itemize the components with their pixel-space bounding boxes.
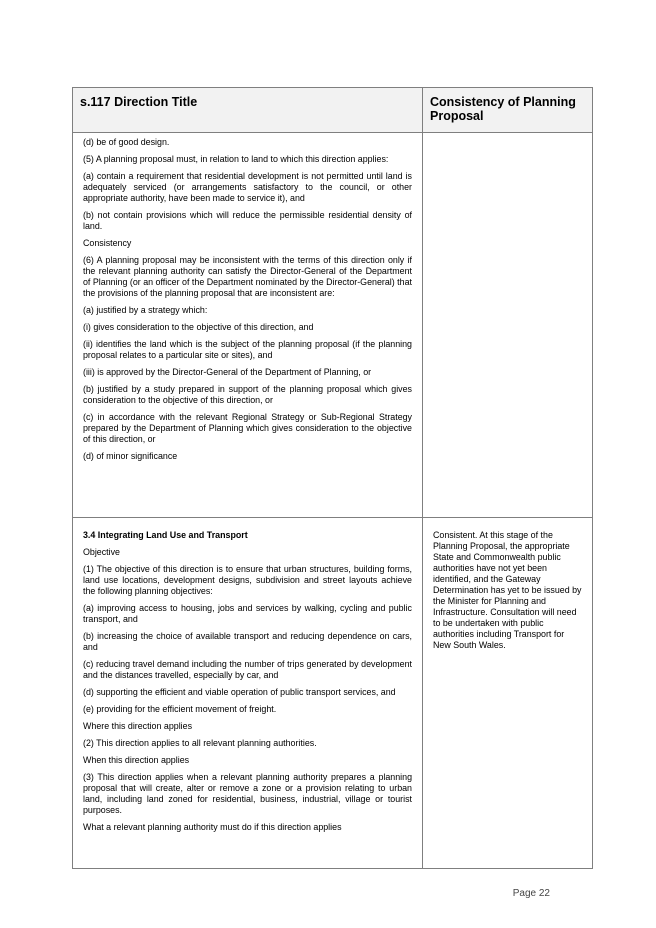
directions-table <box>72 87 593 869</box>
paragraph: (a) improving access to housing, jobs and services by walking, cycling and public transport, and <box>83 603 412 624</box>
table-row <box>73 518 593 869</box>
paragraph: (d) be of good design. <box>83 137 170 147</box>
table-header-row <box>73 88 593 133</box>
paragraph: (6) A planning proposal may be inconsistent with the terms of this direction only if the relevant planning authority can satisfy the Director-General of the Department of Planning (or an officer of the Department nominated by the Director-General) that the provisions of the planning proposal that are inconsistent are: <box>83 255 412 298</box>
paragraph: When this direction applies <box>83 755 190 765</box>
direction-text-cell <box>73 518 423 869</box>
paragraph: (d) supporting the efficient and viable operation of public transport services, and <box>83 687 396 697</box>
paragraph: (a) contain a requirement that residential development is not permitted until land is adequately serviced (or arrangements satisfactory to the council, or other appropriate authority, have been made to service it), and <box>83 171 412 203</box>
header-consistency: Consistency of Planning Proposal <box>423 88 593 133</box>
paragraph: (a) justified by a strategy which: <box>83 305 208 315</box>
paragraph: (b) not contain provisions which will reduce the permissible residential density of land. <box>83 210 412 231</box>
paragraph: (c) in accordance with the relevant Regional Strategy or Sub-Regional Strategy prepared by the Department of Planning which gives consideration to the objective of this direction, or <box>83 412 412 444</box>
direction-title: 3.4 Integrating Land Use and Transport <box>83 530 248 540</box>
consistency-cell <box>423 133 593 518</box>
paragraph: (c) reducing travel demand including the number of trips generated by development and the distances travelled, especially by car, and <box>83 659 412 680</box>
paragraph: (b) justified by a study prepared in support of the planning proposal which gives consideration to the objective of this direction, or <box>83 384 412 405</box>
table-row <box>73 133 593 518</box>
paragraph: Where this direction applies <box>83 721 193 731</box>
paragraph: (3) This direction applies when a relevant planning authority prepares a planning proposal that will create, alter or remove a zone or a provision relating to urban land, including land zoned for residential, business, industrial, village or tourist purposes. <box>83 772 412 815</box>
paragraph: (5) A planning proposal must, in relation to land to which this direction applies: <box>83 154 389 164</box>
paragraph: (1) The objective of this direction is to ensure that urban structures, building forms, land use locations, development designs, subdivision and street layouts achieve the following planning objectives: <box>83 564 412 596</box>
header-direction-title: s.117 Direction Title <box>73 88 423 133</box>
paragraph: Consistency <box>83 238 132 248</box>
paragraph: (i) gives consideration to the objective of this direction, and <box>83 322 314 332</box>
consistency-cell: Consistent. At this stage of the Planning Proposal, the appropriate State and Commonwealth public authorities have not yet been identified, and the Gateway Determination has yet to be issued by the Minister for Planning and Infrastructure. Consultation will need to be undertaken with public authorities including Transport for New South Wales. <box>423 518 593 869</box>
paragraph: What a relevant planning authority must do if this direction applies <box>83 822 342 832</box>
paragraph: (d) of minor significance <box>83 451 178 461</box>
direction-text-cell <box>73 133 423 518</box>
page-number: Page 22 <box>512 888 550 899</box>
paragraph: (b) increasing the choice of available transport and reducing dependence on cars, and <box>83 631 412 652</box>
paragraph: Objective <box>83 547 120 557</box>
paragraph: (iii) is approved by the Director-General of the Department of Planning, or <box>83 367 372 377</box>
paragraph: (ii) identifies the land which is the subject of the planning proposal (if the planning proposal relates to a particular site or sites), and <box>83 339 412 360</box>
paragraph: (e) providing for the efficient movement of freight. <box>83 704 277 714</box>
paragraph: (2) This direction applies to all relevant planning authorities. <box>83 738 317 748</box>
